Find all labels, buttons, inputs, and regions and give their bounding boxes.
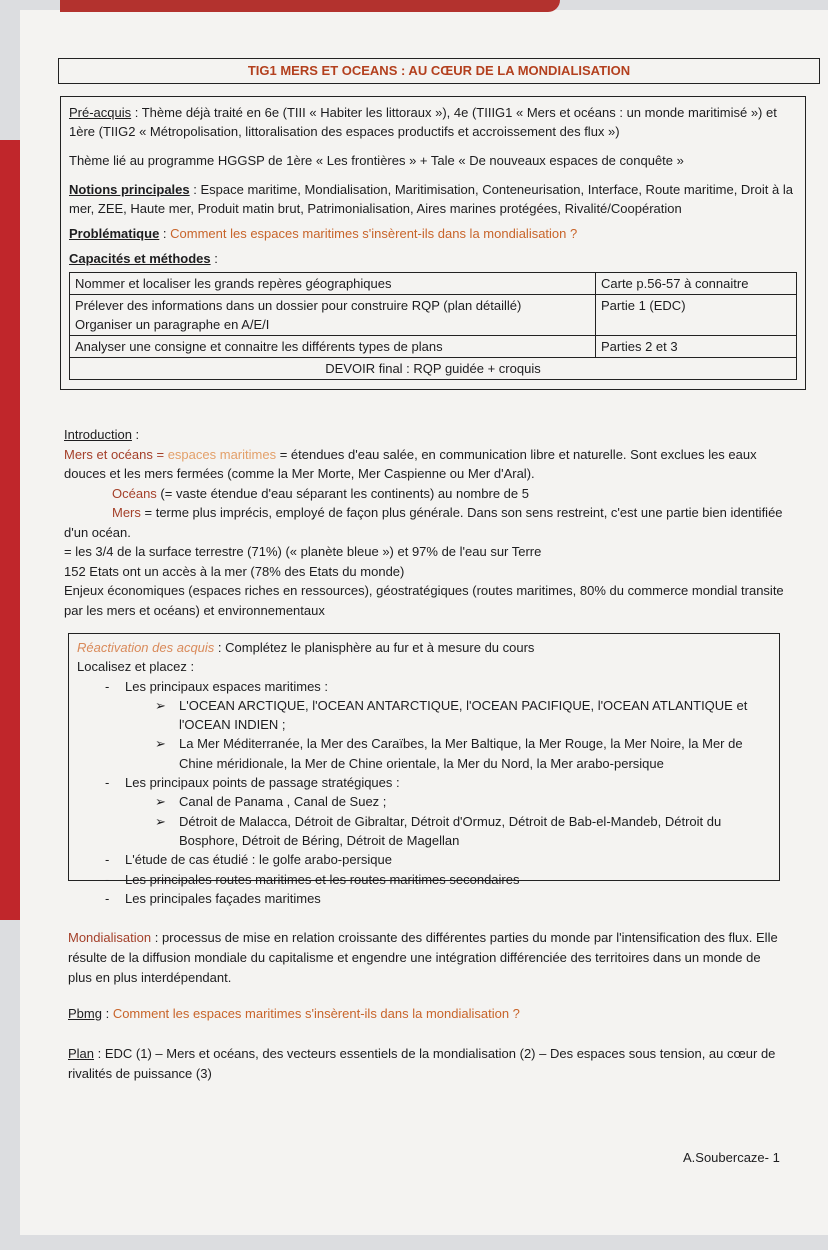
localisez: Localisez et placez : [77,659,195,675]
cell-line: Organiser un paragraphe en A/E/I [75,317,270,332]
list-item: ➢ La Mer Méditerranée, la Mer des Caraïbes, la Mer Baltique, la Mer Rouge, la Mer Noire, la Mer de Chine méridionale, la Mer de Chine orientale, la Mer du Nord, la Mer arabo-persique [77,734,771,773]
theme-lie: Thème lié au programme HGGSP de 1ère « Les frontières » + Tale « De nouveaux espaces de conquête » [69,153,684,168]
capacites [69,249,797,268]
table-row [70,273,797,295]
table-row [70,295,797,336]
list-item: ➢ L'OCEAN ARCTIQUE, l'OCEAN ANTARCTIQUE, l'OCEAN PACIFIQUE, l'OCEAN ATLANTIQUE et l'OCEAN INDIEN ; [77,696,771,735]
cell: Parties 2 et 3 [596,336,797,358]
preacquis [69,103,797,141]
cell-line: Prélever des informations dans un dossier pour construire RQP (plan détaillé) [75,298,522,313]
document-title: TIG1 MERS ET OCEANS : AU CŒUR DE LA MONDIALISATION [58,58,820,84]
overview-box [60,96,806,390]
oceans-def: (= vaste étendue d'eau séparant les continents) au nombre de 5 [156,485,529,501]
table-row [70,358,797,380]
plan [68,1044,788,1084]
capacites-table [69,272,797,380]
mondialisation-definition [68,928,788,988]
mondialisation-text: : processus de mise en relation croissante des différentes parties du monde par l'intensification des flux. Elle résulte de la diffusion mondiale du capitalisme et engendre une intégration différenciée des territoires dans un monde de plus en plus interdépendant. [68,930,778,985]
preacquis-text: : Thème déjà traité en 6e (TIII « Habiter les littoraux »), 4e (TIIIG1 « Mers et océans : un monde maritimisé ») et 1ère (TIIG2 « Métropolisation, littoralisation des espaces productifs et accroissement des flux ») [69,105,777,139]
list-item: - Les principales façades maritimes [77,889,771,908]
red-cover-edge [60,0,560,12]
pbmg-label: Pbmg [68,1006,102,1021]
term-mers: Mers [112,505,141,520]
introduction: Introduction : Mers et océans = espaces maritimes = étendues d'eau salée, en communication libre et naturelle. Sont exclues les eaux douces et les mers fermées (comme la Mer Morte, Mer Caspienne ou Mer d'Aral). Océans (= vaste étendue d'eau séparant les continents) au nombre de 5 Mers = terme plus imprécis, employé de façon plus générale. Dans son sens restreint, c'est une partie bien identifiée d'un océan. = les 3/4 de la surface terrestre (71%) (« planète bleue ») et 97% de l'eau sur Terre 152 Etats ont un accès à la mer (78% des Etats du monde) Enjeux économiques (espaces riches en ressources), géostratégiques (routes maritimes, 80% du commerce mondial transite par les mers et océans) et environnementaux [64,425,789,620]
definition: = étendues d'eau salée, en communication libre et naturelle. Sont exclues les eaux douces et les mers fermées (comme la Mer Morte, Mer Caspienne ou Mer d'Aral). [64,446,757,481]
list-item: - L'étude de cas étudié : le golfe arabo-persique [77,850,771,869]
term-mers-oceans: Mers et océans [64,446,153,462]
plan-label: Plan [68,1046,95,1061]
problematique [69,224,797,243]
intro-line: = les 3/4 de la surface terrestre (71%) (« planète bleue ») et 97% de l'eau sur Terre [64,544,542,559]
list-item: ➢ Détroit de Malacca, Détroit de Gibraltar, Détroit d'Ormuz, Détroit de Bab-el-Mandeb, Détroit du Bosphore, Détroit de Béring, Détroit de Magellan [77,812,771,851]
intro-line: 152 Etats ont un accès à la mer (78% des Etats du monde) [64,563,405,579]
term-oceans: Océans [112,485,157,501]
notions-label: Notions principales [69,182,190,197]
intro-label: Introduction [64,427,132,442]
cell: Carte p.56-57 à connaitre [596,273,797,295]
mers-def: = terme plus imprécis, employé de façon plus générale. Dans son sens restreint, c'est une partie bien identifiée d'un océan. [64,505,783,540]
problematique-label: Problématique [69,226,160,241]
cell: Analyser une consigne et connaitre les différents types de plans [70,336,596,358]
pbmg-text: Comment les espaces maritimes s'insèrent-ils dans la mondialisation ? [112,1006,520,1021]
sep: : [101,1006,113,1021]
eq: = [152,446,168,462]
term-espaces-maritimes: espaces maritimes [167,446,277,462]
cell: Nommer et localiser les grands repères géographiques [70,273,596,295]
list-item: - Les principaux points de passage stratégiques : [77,773,771,792]
plan-text: : EDC (1) – Mers et océans, des vecteurs essentiels de la mondialisation (2) – Des espaces sous tension, au cœur de rivalités de puissance (3) [68,1046,776,1081]
capacites-label: Capacités et méthodes [69,251,211,266]
intro-line: Enjeux économiques (espaces riches en ressources), géostratégiques (routes maritimes, 80% du commerce mondial transite par les mers et océans) et environnementaux [64,583,784,618]
reactivation-list [77,677,771,909]
sep: : [210,251,218,266]
table-row [70,336,797,358]
notions [69,180,797,218]
list-item: ➢ Canal de Panama , Canal de Suez ; [77,792,771,811]
cell: Partie 1 (EDC) [596,295,797,336]
devoir-cell: DEVOIR final : RQP guidée + croquis [70,358,797,380]
list-item: - Les principales routes maritimes et les routes maritimes secondaires [77,870,771,889]
notions-text: : Espace maritime, Mondialisation, Maritimisation, Conteneurisation, Interface, Route maritime, Droit à la mer, ZEE, Haute mer, Produit matin brut, Patrimonialisation, Aires marines protégées, Rivalité/Coopération [69,182,793,216]
pbmg [68,1004,788,1024]
red-binder-edge [0,140,20,920]
list-item: - Les principaux espaces maritimes : [77,677,771,696]
reactivation-instruction: : Complétez le planisphère au fur et à mesure du cours [214,640,535,655]
signature-page-number: A.Soubercaze- 1 [683,1150,780,1165]
sep: : [159,226,171,241]
mondialisation-label: Mondialisation [68,930,152,945]
preacquis-label: Pré-acquis [69,105,132,120]
cell [70,295,596,336]
reactivation-box [68,633,780,906]
reactivation-label: Réactivation des acquis [77,640,215,655]
problematique-text: Comment les espaces maritimes s'insèrent-ils dans la mondialisation ? [170,226,578,241]
